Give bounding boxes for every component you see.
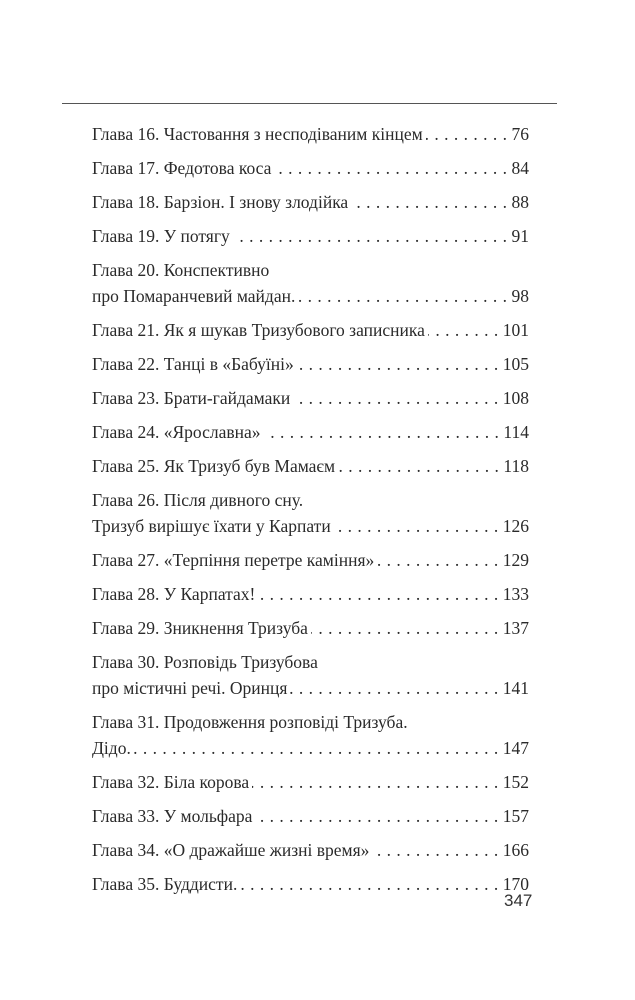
dot-leader <box>240 871 498 897</box>
header-rule <box>62 103 557 104</box>
toc-entry-line <box>92 155 529 181</box>
dot-leader <box>290 675 498 701</box>
toc-entry <box>92 351 529 377</box>
dot-leader <box>293 385 498 411</box>
dot-leader <box>377 547 498 573</box>
chapter-title: Глава 22. Танці в «Бабуїні» <box>92 354 294 374</box>
dot-leader <box>298 283 507 309</box>
chapter-page-number: 166 <box>502 840 529 860</box>
chapter-title: Глава 31. Продовження розповіді Тризуба. <box>92 712 408 732</box>
dot-leader <box>255 803 498 829</box>
dot-leader <box>252 769 499 795</box>
toc-entry <box>92 317 529 343</box>
chapter-title: Глава 18. Барзіон. І знову злодійка <box>92 192 349 212</box>
chapter-title: Глава 34. «О дражайше жизні время» <box>92 840 370 860</box>
toc-entry-line <box>92 803 529 829</box>
chapter-title: Глава 16. Частовання з несподіваним кінцем <box>92 124 423 144</box>
dot-leader <box>311 615 499 641</box>
toc-entry-line <box>92 453 529 479</box>
toc-entry <box>92 487 529 539</box>
chapter-title: Тризуб вирішує їхати у Карпати <box>92 516 331 536</box>
dot-leader <box>264 419 500 445</box>
toc-entry <box>92 453 529 479</box>
dot-leader <box>338 453 499 479</box>
toc-entry <box>92 155 529 181</box>
chapter-page-number: 141 <box>502 678 529 698</box>
chapter-title: Глава 30. Розповідь Тризубова <box>92 652 318 672</box>
toc-entry-line <box>92 487 529 513</box>
dot-leader <box>297 351 499 377</box>
chapter-page-number: 126 <box>502 516 529 536</box>
dot-leader <box>134 735 499 761</box>
toc-entry-line <box>92 871 529 897</box>
toc-entry-line <box>92 283 529 309</box>
chapter-page-number: 98 <box>511 286 529 306</box>
chapter-title: Глава 27. «Терпіння перетре каміння» <box>92 550 375 570</box>
chapter-title: Глава 20. Конспективно <box>92 260 270 280</box>
chapter-page-number: 88 <box>511 192 529 212</box>
toc-entry-line <box>92 615 529 641</box>
dot-leader <box>274 155 507 181</box>
toc-entry <box>92 581 529 607</box>
chapter-title: Глава 23. Брати-гайдамаки <box>92 388 291 408</box>
toc-entry <box>92 419 529 445</box>
toc-entry-line <box>92 769 529 795</box>
chapter-title: Глава 29. Зникнення Тризуба <box>92 618 308 638</box>
dot-leader <box>233 223 508 249</box>
toc-entry <box>92 223 529 249</box>
chapter-page-number: 105 <box>502 354 529 374</box>
table-of-contents <box>92 121 529 905</box>
toc-entry <box>92 649 529 701</box>
chapter-page-number: 157 <box>502 806 529 826</box>
toc-entry-line <box>92 675 529 701</box>
chapter-title: Глава 25. Як Тризуб був Мамаєм <box>92 456 336 476</box>
toc-entry <box>92 547 529 573</box>
toc-entry <box>92 837 529 863</box>
toc-entry <box>92 803 529 829</box>
chapter-title: про містичні речі. Оринця <box>92 678 288 698</box>
chapter-page-number: 137 <box>502 618 529 638</box>
toc-entry-line <box>92 837 529 863</box>
toc-entry <box>92 385 529 411</box>
toc-entry-line <box>92 223 529 249</box>
chapter-page-number: 147 <box>502 738 529 758</box>
toc-entry <box>92 871 529 897</box>
dot-leader <box>428 317 499 343</box>
toc-entry <box>92 709 529 761</box>
chapter-page-number: 114 <box>503 422 529 442</box>
chapter-page-number: 91 <box>511 226 529 246</box>
toc-entry <box>92 769 529 795</box>
chapter-page-number: 76 <box>511 124 529 144</box>
toc-entry <box>92 189 529 215</box>
toc-entry-line <box>92 419 529 445</box>
chapter-title: Глава 35. Буддисти. <box>92 874 238 894</box>
chapter-title: Глава 19. У потягу <box>92 226 230 246</box>
dot-leader <box>334 513 499 539</box>
chapter-title: Глава 21. Як я шукав Тризубового записника <box>92 320 425 340</box>
chapter-page-number: 152 <box>502 772 529 792</box>
toc-entry <box>92 121 529 147</box>
chapter-page-number: 170 <box>502 874 529 894</box>
toc-entry-line <box>92 317 529 343</box>
chapter-page-number: 118 <box>503 456 529 476</box>
toc-entry-line <box>92 735 529 761</box>
chapter-title: Глава 17. Федотова коса <box>92 158 272 178</box>
toc-entry-line <box>92 385 529 411</box>
toc-entry-line <box>92 513 529 539</box>
chapter-page-number: 133 <box>502 584 529 604</box>
toc-entry-line <box>92 709 529 735</box>
chapter-title: Глава 33. У мольфара <box>92 806 253 826</box>
dot-leader <box>372 837 498 863</box>
chapter-title: Глава 28. У Карпатах! <box>92 584 256 604</box>
chapter-page-number: 108 <box>502 388 529 408</box>
toc-entry-line <box>92 649 529 675</box>
toc-entry-line <box>92 547 529 573</box>
dot-leader <box>426 121 508 147</box>
chapter-page-number: 129 <box>502 550 529 570</box>
toc-entry <box>92 257 529 309</box>
chapter-page-number: 84 <box>511 158 529 178</box>
chapter-title: Дідо. <box>92 738 131 758</box>
chapter-title: Глава 32. Біла корова <box>92 772 250 792</box>
toc-entry-line <box>92 351 529 377</box>
toc-entry-line <box>92 189 529 215</box>
page-number: 347 <box>504 891 533 910</box>
chapter-title: про Помаранчевий майдан. <box>92 286 296 306</box>
chapter-page-number: 101 <box>502 320 529 340</box>
chapter-title: Глава 26. Після дивного сну. <box>92 490 304 510</box>
toc-entry <box>92 615 529 641</box>
toc-entry-line <box>92 121 529 147</box>
toc-entry-line <box>92 257 529 283</box>
dot-leader <box>351 189 507 215</box>
toc-entry-line <box>92 581 529 607</box>
dot-leader <box>258 581 498 607</box>
chapter-title: Глава 24. «Ярославна» <box>92 422 261 442</box>
